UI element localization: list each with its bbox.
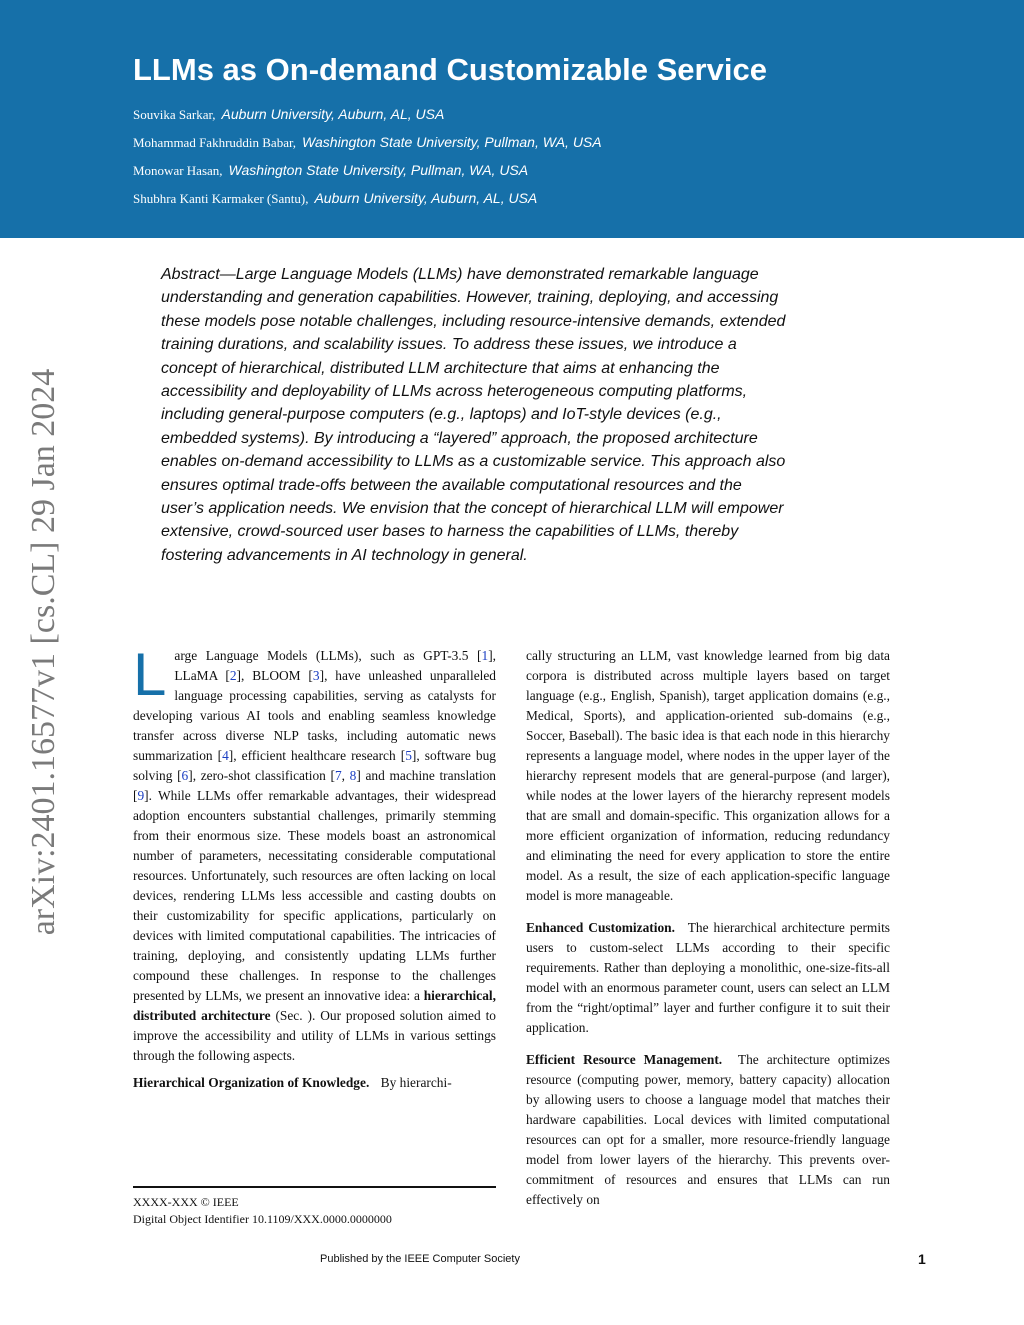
- author-affiliation: Washington State University, Pullman, WA, USA: [228, 162, 529, 178]
- drop-cap: L: [133, 641, 167, 708]
- publisher-footer: Published by the IEEE Computer Society: [320, 1253, 520, 1265]
- author-affiliation: Auburn University, Auburn, AL, USA: [314, 190, 538, 206]
- intro-paragraph: Large Language Models (LLMs), such as GPT-3.5 [1], LLaMA [2], BLOOM [3], have unleashed unparalleled language processing capabilities, serving as catalysts for developing various AI tools and enabling seamless knowledge transfer across diverse NLP tasks, including automatic news summarization [4], efficient healthcare research [5], software bug solving [6], zero-shot classification [7, 8] and machine translation [9]. While LLMs offer remarkable advantages, their widespread adoption encounters substantial challenges, primarily stemming from their enormous size. These models boast an astronomical number of parameters, necessitating considerable computational resources. Unfortunately, such resources are often lacking on local devices, rendering LLMs less accessible and casting doubts on their customizability for specific applications, particularly on devices with limited computational capabilities. The intricacies of training, deploying, and consistently updating LLMs further compound these challenges. In response to the challenges presented by LLMs, we present an innovative idea: a hierarchical, distributed architecture (Sec. ). Our proposed solution aimed to improve the accessibility and utility of LLMs in various settings through the following aspects.: [133, 641, 497, 1063]
- citation-link[interactable]: 4: [222, 748, 229, 763]
- author-name: Mohammad Fakhruddin Babar,: [133, 135, 297, 150]
- body-column-left: [133, 641, 497, 1100]
- page-number: 1: [918, 1251, 926, 1267]
- citation-link[interactable]: 1: [481, 648, 489, 663]
- body-column-right: [526, 646, 890, 1217]
- citation-link[interactable]: 6: [181, 768, 189, 783]
- section-paragraph: cally structuring an LLM, vast knowledge learned from big data corpora is distributed across multiple layers based on target language (e.g., English, Spanish), target application domains (e.g., Medical, Sports), and application-oriented sub-domains (e.g., Soccer, Baseball). The basic idea is that each node in this hierarchy represents a language model, where nodes in the upper layer of the hierarchy represent models that are general-purpose (and larger), while nodes at the lower layers of the hierarchy represent models that are small and domain-specific. This organization allows for a more efficient organization of information, reducing redundancy and eliminating the need for every application to store the entire model. As a result, the size of each application-specific language model is more manageable.: [526, 648, 890, 903]
- author-line: [133, 106, 444, 123]
- author-line: [133, 190, 537, 207]
- paragraph-heading: Efficient Resource Management.: [526, 1052, 723, 1067]
- author-name: Shubhra Kanti Karmaker (Santu),: [133, 191, 309, 206]
- doi-line: Digital Object Identifier 10.1109/XXX.0000.0000000: [133, 1212, 392, 1226]
- paragraph-heading: Hierarchical Organization of Knowledge.: [133, 1075, 370, 1090]
- author-affiliation: Washington State University, Pullman, WA, USA: [302, 134, 602, 150]
- author-affiliation: Auburn University, Auburn, AL, USA: [221, 106, 445, 122]
- author-line: [133, 162, 528, 179]
- arxiv-identifier-stamp: arXiv:2401.16577v1 [cs.CL] 29 Jan 2024: [25, 368, 62, 936]
- citation-link[interactable]: 7: [334, 768, 342, 783]
- section-paragraph: Hierarchical Organization of Knowledge. By hierarchi-: [133, 1075, 452, 1090]
- citation-link[interactable]: 2: [229, 668, 237, 683]
- citation-link[interactable]: 9: [137, 788, 145, 803]
- author-line: [133, 134, 602, 151]
- copyright-notice: XXXX-XXX © IEEE: [133, 1195, 239, 1209]
- citation-link[interactable]: 3: [312, 668, 320, 683]
- section-paragraph: Enhanced Customization. The hierarchical architecture permits users to custom-select LLMs according to their specific requirements. Rather than deploying a monolithic, one-size-fits-all model with an enormous parameter count, users can select an LLM from the “right/optimal” layer and further configure it to suit their application.: [526, 920, 890, 1035]
- paragraph-heading: Enhanced Customization.: [526, 920, 675, 935]
- citation-link[interactable]: 8: [349, 768, 357, 783]
- paper-title: LLMs as On-demand Customizable Service: [133, 52, 767, 87]
- abstract: Abstract—Large Language Models (LLMs) have demonstrated remarkable language understanding and generation capabilities. However, training, deploying, and accessing these models pose notable challenges, including resource-intensive demands, extended training durations, and scalability issues. To address these issues, we introduce a concept of hierarchical, distributed LLM architecture that aims at enhancing the accessibility and deployability of LLMs across heterogeneous computing platforms, including general-purpose computers (e.g., laptops) and IoT-style devices (e.g., embedded systems). By introducing a “layered” approach, the proposed architecture enables on-demand accessibility to LLMs as a customizable service. This approach also ensures optimal trade-offs between the available computational resources and the user’s application needs. We envision that the concept of hierarchical LLM will empower extensive, crowd-sourced user bases to harness the capabilities of LLMs, thereby fostering advancements in AI technology in general.: [161, 266, 786, 564]
- author-name: Monowar Hasan,: [133, 163, 223, 178]
- citation-link[interactable]: 5: [405, 748, 412, 763]
- author-name: Souvika Sarkar,: [133, 107, 216, 122]
- section-paragraph: Efficient Resource Management. The architecture optimizes resource (computing power, memory, battery capacity) allocation by allowing users to choose a language model that matches their hardware capabilities. Local devices with limited computational resources can opt for a smaller, more resource-friendly language model from lower layers of the hierarchy. This prevents over-commitment of resources and ensures that LLMs can run effectively on: [526, 1052, 890, 1207]
- emphasis-text: hierarchical, distributed architecture: [133, 988, 496, 1023]
- footnote-divider: [133, 1186, 496, 1188]
